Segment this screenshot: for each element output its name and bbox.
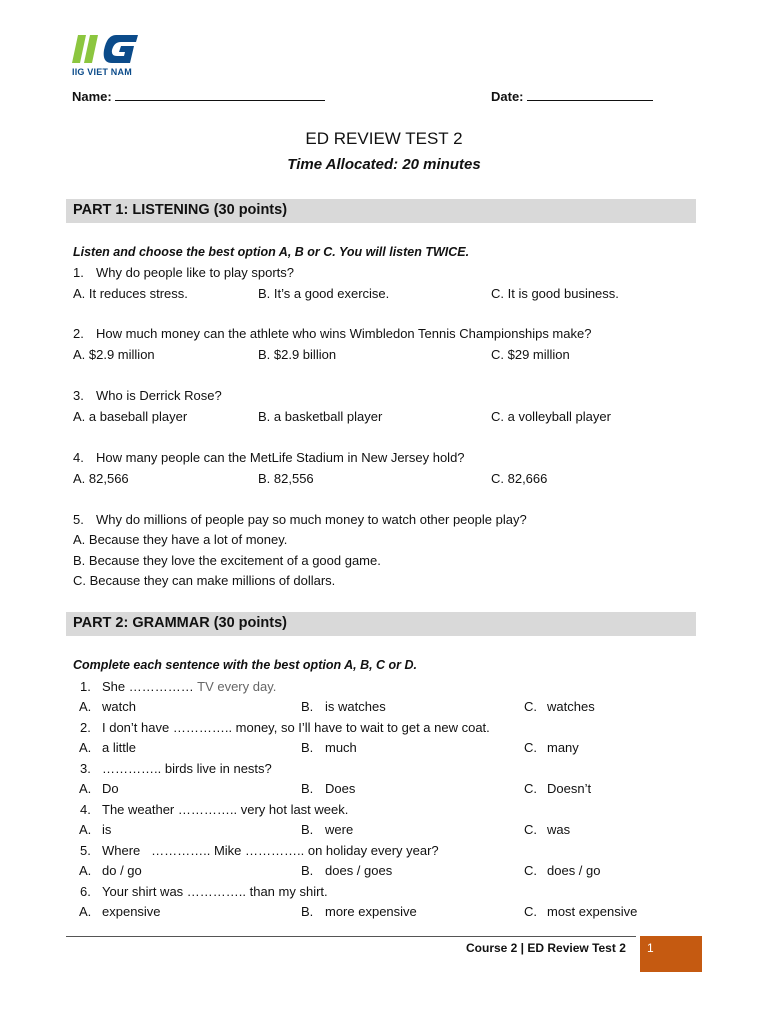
p1-q5-number: 5. xyxy=(73,512,84,527)
p1-q1-option-a[interactable]: A. It reduces stress. xyxy=(73,286,188,301)
p2-q2-number: 2. xyxy=(80,720,91,735)
p2-q5-letter-c: C. xyxy=(524,863,537,878)
p2-q1-text-suffix: TV every day. xyxy=(197,679,277,694)
p1-q2-text: How much money can the athlete who wins Wimbledon Tennis Championships make? xyxy=(96,326,592,341)
p2-q1-letter-b: B. xyxy=(301,699,314,714)
name-label: Name: xyxy=(72,89,112,104)
p1-q5-option-b[interactable]: B. Because they love the excitement of a good game. xyxy=(73,553,381,568)
p2-q4-letter-c: C. xyxy=(524,822,537,837)
p2-q2-option-c[interactable]: many xyxy=(547,740,579,755)
p2-q3-option-a[interactable]: Do xyxy=(102,781,119,796)
p2-q1-option-c[interactable]: watches xyxy=(547,699,595,714)
footer-divider xyxy=(66,936,636,937)
footer-course-text: Course 2 | ED Review Test 2 xyxy=(466,941,626,955)
date-field[interactable] xyxy=(491,88,653,104)
p1-q3-number: 3. xyxy=(73,388,84,403)
p2-q5-letter-b: B. xyxy=(301,863,314,878)
logo-text: IIG VIET NAM xyxy=(72,67,132,77)
p2-q2-option-b[interactable]: much xyxy=(325,740,357,755)
p1-q5-option-c[interactable]: C. Because they can make millions of dollars. xyxy=(73,573,336,588)
p2-q4-text: The weather ………….. very hot last week. xyxy=(102,802,349,817)
p2-q2-letter-c: C. xyxy=(524,740,537,755)
p2-q6-text: Your shirt was ………….. than my shirt. xyxy=(102,884,328,899)
p2-q3-letter-c: C. xyxy=(524,781,537,796)
p1-q5-text: Why do millions of people pay so much money to watch other people play? xyxy=(96,512,527,527)
part1-instruction: Listen and choose the best option A, B or C. You will listen TWICE. xyxy=(73,245,470,259)
p1-q3-option-b[interactable]: B. a basketball player xyxy=(258,409,383,424)
name-field[interactable] xyxy=(72,88,325,104)
p2-q4-number: 4. xyxy=(80,802,91,817)
p1-q1-option-b[interactable]: B. It’s a good exercise. xyxy=(258,286,390,301)
p2-q5-text: Where ………….. Mike ………….. on holiday every year? xyxy=(102,843,439,858)
date-line[interactable] xyxy=(527,88,653,101)
p1-q5-option-a[interactable]: A. Because they have a lot of money. xyxy=(73,532,288,547)
p2-q2-option-a[interactable]: a little xyxy=(102,740,136,755)
p2-q4-option-a[interactable]: is xyxy=(102,822,112,837)
p2-q1-text xyxy=(102,679,276,694)
part2-instruction: Complete each sentence with the best option A, B, C or D. xyxy=(73,658,418,672)
p2-q5-option-c[interactable]: does / go xyxy=(547,863,601,878)
p1-q4-number: 4. xyxy=(73,450,84,465)
p2-q4-option-b[interactable]: were xyxy=(325,822,354,837)
p1-q4-option-c[interactable]: C. 82,666 xyxy=(491,471,548,486)
part2-heading: PART 2: GRAMMAR (30 points) xyxy=(73,615,288,631)
p1-q3-option-c[interactable]: C. a volleyball player xyxy=(491,409,611,424)
p1-q3-option-a[interactable]: A. a baseball player xyxy=(73,409,188,424)
p1-q4-option-b[interactable]: B. 82,556 xyxy=(258,471,314,486)
p2-q6-letter-b: B. xyxy=(301,904,314,919)
page-number: 1 xyxy=(647,941,654,955)
p2-q5-option-b[interactable]: does / goes xyxy=(325,863,393,878)
p2-q1-letter-a: A. xyxy=(79,699,92,714)
p2-q3-letter-b: B. xyxy=(301,781,314,796)
p2-q3-letter-a: A. xyxy=(79,781,92,796)
p1-q1-text: Why do people like to play sports? xyxy=(96,265,294,280)
p2-q2-text: I don’t have ………….. money, so I’ll have to wait to get a new coat. xyxy=(102,720,490,735)
p2-q1-number: 1. xyxy=(80,679,91,694)
p1-q2-option-a[interactable]: A. $2.9 million xyxy=(73,347,155,362)
p2-q6-letter-c: C. xyxy=(524,904,537,919)
p2-q4-option-c[interactable]: was xyxy=(547,822,571,837)
page-subtitle: Time Allocated: 20 minutes xyxy=(287,156,481,173)
p1-q2-option-b[interactable]: B. $2.9 billion xyxy=(258,347,337,362)
p2-q2-letter-a: A. xyxy=(79,740,92,755)
p2-q1-option-b[interactable]: is watches xyxy=(325,699,386,714)
p2-q3-text: ………….. birds live in nests? xyxy=(102,761,272,776)
p2-q2-letter-b: B. xyxy=(301,740,314,755)
p2-q4-letter-b: B. xyxy=(301,822,314,837)
p2-q6-option-c[interactable]: most expensive xyxy=(547,904,638,919)
p1-q2-option-c[interactable]: C. $29 million xyxy=(491,347,570,362)
p1-q3-text: Who is Derrick Rose? xyxy=(96,388,222,403)
p2-q1-text-prefix: She …………… xyxy=(102,679,198,694)
p1-q1-option-c[interactable]: C. It is good business. xyxy=(491,286,619,301)
p2-q6-letter-a: A. xyxy=(79,904,92,919)
p1-q4-option-a[interactable]: A. 82,566 xyxy=(73,471,129,486)
p2-q3-option-b[interactable]: Does xyxy=(325,781,356,796)
p2-q6-number: 6. xyxy=(80,884,91,899)
p2-q5-letter-a: A. xyxy=(79,863,92,878)
name-line[interactable] xyxy=(115,88,325,101)
p2-q5-option-a[interactable]: do / go xyxy=(102,863,142,878)
p2-q1-option-a[interactable]: watch xyxy=(102,699,136,714)
date-label: Date: xyxy=(491,89,524,104)
p1-q2-number: 2. xyxy=(73,326,84,341)
p2-q6-option-b[interactable]: more expensive xyxy=(325,904,417,919)
page-title: ED REVIEW TEST 2 xyxy=(305,129,463,148)
p2-q1-letter-c: C. xyxy=(524,699,537,714)
p2-q6-option-a[interactable]: expensive xyxy=(102,904,161,919)
p1-q4-text: How many people can the MetLife Stadium in New Jersey hold? xyxy=(96,450,465,465)
p2-q4-letter-a: A. xyxy=(79,822,92,837)
p2-q5-number: 5. xyxy=(80,843,91,858)
part1-heading: PART 1: LISTENING (30 points) xyxy=(73,202,288,218)
p1-q1-number: 1. xyxy=(73,265,84,280)
p2-q3-number: 3. xyxy=(80,761,91,776)
p2-q3-option-c[interactable]: Doesn’t xyxy=(547,781,592,796)
